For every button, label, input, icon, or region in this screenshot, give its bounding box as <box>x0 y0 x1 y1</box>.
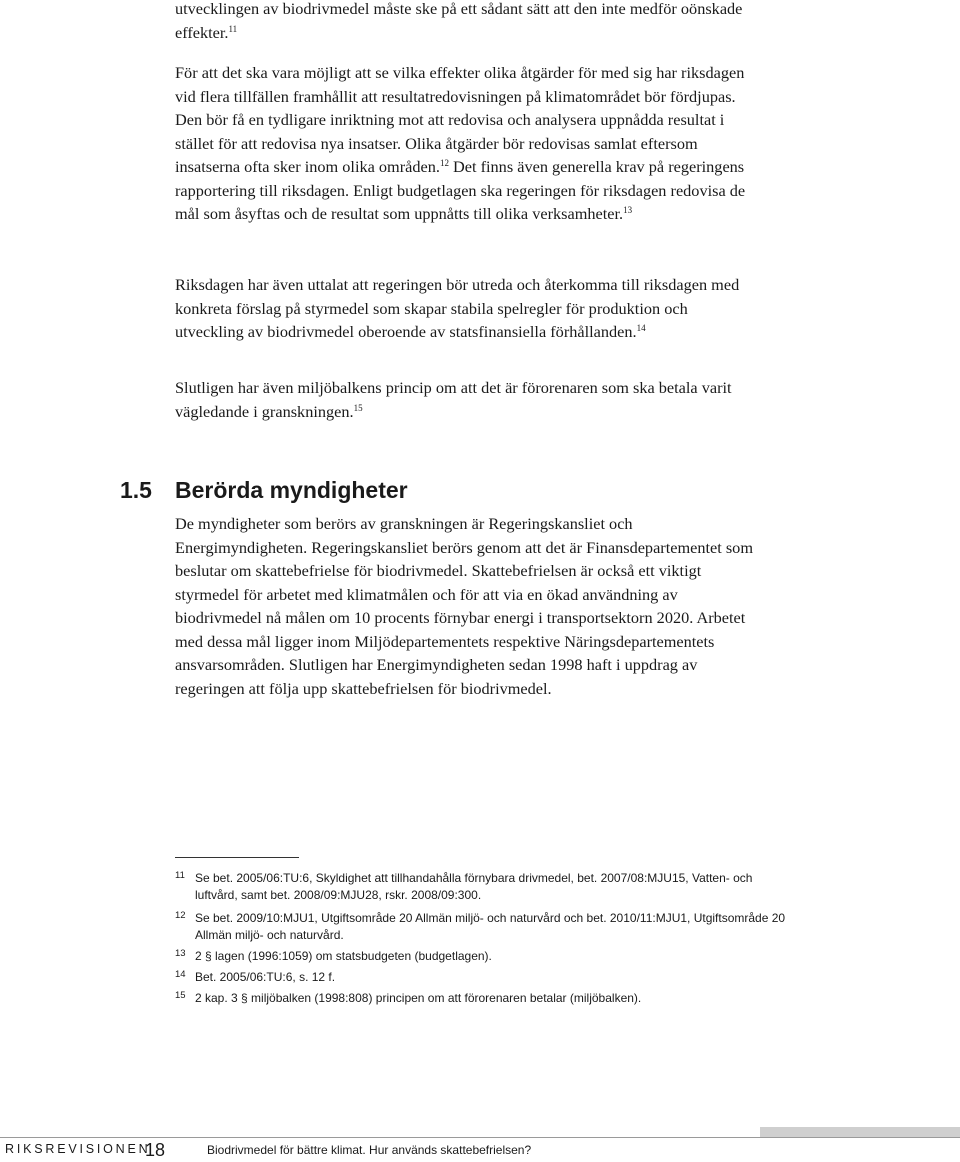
footnote-text: 2 kap. 3 § miljöbalken (1998:808) principen om att förorenaren betalar (miljöbalken). <box>195 991 642 1005</box>
footnote-item <box>175 948 795 965</box>
footnote-ref-12[interactable]: 12 <box>439 158 449 168</box>
footnote-list <box>175 870 795 1011</box>
footnote-ref-15[interactable]: 15 <box>353 402 363 413</box>
section-heading <box>120 475 408 505</box>
footer-accent-bar <box>760 1127 960 1137</box>
paragraph-text: Det finns även generella krav på regeringens rapportering till riksdagen. Enligt budgetlagen ska regeringen för riksdagen redovisa de mål som åsyftas och de resultat som uppnåtts till olika verksamheter. <box>175 157 746 223</box>
footnote-number: 13 <box>175 948 186 959</box>
paragraph-styrmedel <box>175 273 755 344</box>
paragraph-intro-tail <box>175 0 755 44</box>
paragraph-fororenaren <box>175 376 755 423</box>
footnote-ref-11[interactable]: 11 <box>228 23 238 34</box>
footnote-number: 11 <box>175 870 185 881</box>
footnote-text: 2 § lagen (1996:1059) om statsbudgeten (budgetlagen). <box>195 949 492 963</box>
paragraph-text: utvecklingen av biodrivmedel måste ske på ett sådant sätt att den inte medför oönskade effekter. <box>175 0 743 42</box>
footnote-ref-14[interactable]: 14 <box>636 323 646 333</box>
paragraph-myndigheter <box>175 512 755 700</box>
section-title: Berörda myndigheter <box>175 477 408 503</box>
footnote-item <box>175 969 795 986</box>
paragraph-text: De myndigheter som berörs av granskningen är Regeringskansliet och Energimyndigheten. Regeringskansliet berörs genom att det är Finansdepartementet som beslutar om skattebefrielse för biodrivmedel. Skattebefrielsen är också ett viktigt styrmedel för arbetet med klimatmålen och för att via en ökad användning av biodrivmedel nå målen om 10 procents förnybar energi i transportsektorn 2020. Arbetet med dessa mål ligger inom Miljödepartementets respektive Näringsdepartementets ansvarsområden. Slutligen har Energimyndigheten sedan 1998 haft i uppdrag av regeringen att följa upp skattebefrielsen för biodrivmedel. <box>175 514 753 698</box>
paragraph-text: För att det ska vara möjligt att se vilka effekter olika åtgärder för med sig har riksdagen vid flera tillfällen framhållit att resultatredovisningen på klimatområdet bör fördjupas. Den bör få en tydligare inriktning mot att redovisa och analysera uppnådda resultat i stället för att redovisa nya insatser. Olika åtgärder bör redovisas samlat eftersom insatserna ofta sker inom olika områden. <box>175 63 745 176</box>
paragraph-text: Riksdagen har även uttalat att regeringen bör utreda och återkomma till riksdagen med konkreta förslag på styrmedel som skapar stabila spelregler för produktion och utveckling av biodrivmedel oberoende av statsfinansiella förhållanden. <box>175 275 740 341</box>
footnote-text: Se bet. 2005/06:TU:6, Skyldighet att tillhandahålla förnybara drivmedel, bet. 2007/08:MJU15, Vatten- och luftvård, samt bet. 2008/09:MJU28, rskr. 2008/09:300. <box>195 871 753 902</box>
footnote-text: Se bet. 2009/10:MJU1, Utgiftsområde 20 Allmän miljö- och naturvård och bet. 2010/11:MJU1, Utgiftsområde 20 Allmän miljö- och naturvård. <box>195 911 786 942</box>
page-number: 18 <box>145 1140 166 1160</box>
paragraph-resultatredovisning <box>175 61 755 226</box>
footnote-divider <box>175 857 299 858</box>
footnote-text: Bet. 2005/06:TU:6, s. 12 f. <box>195 970 336 984</box>
footnote-number: 15 <box>175 990 186 1001</box>
footnote-item <box>175 910 795 944</box>
footnote-number: 14 <box>175 969 186 980</box>
footer-divider <box>0 1137 960 1138</box>
footer-brand: RIKSREVISIONEN <box>5 1142 151 1156</box>
section-number: 1.5 <box>120 477 152 503</box>
footer-document-title: Biodrivmedel för bättre klimat. Hur används skattebefrielsen? <box>207 1143 532 1157</box>
paragraph-text: Slutligen har även miljöbalkens princip om att det är förorenaren som ska betala varit vägledande i granskningen. <box>175 378 732 421</box>
footnote-item <box>175 990 795 1007</box>
footnote-ref-13[interactable]: 13 <box>623 205 633 215</box>
footnote-item <box>175 870 795 904</box>
footnote-number: 12 <box>175 910 186 921</box>
